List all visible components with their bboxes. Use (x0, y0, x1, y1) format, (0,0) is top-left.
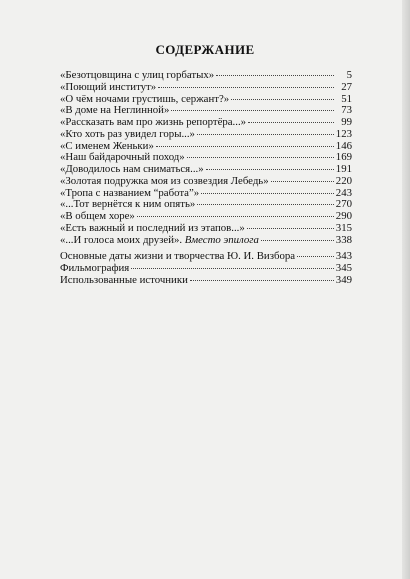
toc-entry-title (60, 235, 259, 247)
toc-entry-page: 243 (335, 186, 352, 199)
toc-entry (60, 211, 352, 223)
toc-entry-page: 146 (335, 139, 352, 152)
toc-entry-page: 220 (335, 174, 352, 187)
toc-entry-page: 73 (341, 104, 352, 117)
toc-entry (60, 70, 352, 82)
toc-entry-page: 290 (335, 210, 352, 222)
toc-entry-title: «О чём ночами грустишь, сержант?» (60, 92, 230, 105)
toc-entry (60, 82, 352, 94)
toc-entry-page: 51 (341, 92, 352, 105)
toc-entry-title: «Золотая подружка моя из созвездия Лебедь» (60, 174, 269, 187)
dot-leader (197, 204, 334, 205)
dot-leader (261, 240, 334, 241)
toc-entry-page: 270 (335, 198, 352, 211)
toc-entry (60, 235, 352, 247)
dot-leader (231, 99, 334, 100)
toc-entry-title: «С именем Женьки» (60, 139, 154, 152)
dot-leader (247, 228, 334, 229)
toc-entry-page: 191 (335, 163, 352, 175)
toc-entry-title: «Рассказать вам про жизнь репортёра...» (60, 116, 247, 128)
toc-entry-page: 338 (335, 233, 352, 246)
dot-leader (271, 181, 334, 182)
toc-entry-title: Фильмография (60, 262, 130, 274)
dot-leader (197, 134, 334, 135)
toc-entry-page: 99 (341, 116, 352, 128)
toc-entry-title: Основные даты жизни и творчества Ю. И. Визбора (60, 250, 296, 263)
dot-leader (206, 169, 334, 170)
toc-entry-title: «В общем хоре» (60, 210, 135, 222)
toc-entry-page: 349 (335, 273, 352, 286)
dot-leader (248, 122, 334, 123)
toc-entry-page: 5 (346, 69, 352, 81)
toc-entry (60, 176, 352, 188)
toc-entry-title: «Кто хоть раз увидел горы...» (60, 127, 195, 140)
dot-leader (158, 87, 334, 88)
dot-leader (201, 193, 334, 194)
toc-entry-subtitle: Вместо эпилога (184, 233, 259, 246)
dot-leader (297, 256, 334, 257)
dot-leader (187, 157, 334, 158)
toc-entry (60, 275, 352, 287)
toc-entry (60, 164, 352, 176)
toc-entry-title: «Наш байдарочный поход» (60, 151, 185, 164)
toc-entry-title: Использованные источники (60, 273, 188, 286)
toc-entry-title: «Тропа с названием “работа”» (60, 186, 200, 199)
dot-leader (137, 216, 334, 217)
toc-entry-page: 123 (335, 127, 352, 140)
dot-leader (216, 75, 334, 76)
toc-entry-title-main: «...И голоса моих друзей». (60, 233, 183, 246)
dot-leader (190, 280, 334, 281)
toc-entry-title: «В доме на Неглинной» (60, 104, 170, 117)
dot-leader (171, 110, 334, 111)
toc-entry (60, 117, 352, 129)
toc-entry-title: «Есть важный и последний из этапов...» (60, 221, 245, 234)
toc-entry-title: «Безотцовщина с улиц горбатых» (60, 69, 215, 81)
page-title: СОДЕРЖАНИЕ (155, 42, 255, 57)
page-edge-shadow (402, 0, 410, 579)
toc-entry-page: 345 (335, 262, 352, 274)
toc-entry-page: 343 (335, 250, 352, 263)
toc-entry-title: «Доводилось нам сниматься...» (60, 163, 204, 175)
toc-entry-page: 169 (335, 151, 352, 164)
toc-entry-title: «Поющий институт» (60, 80, 157, 93)
dot-leader (156, 146, 334, 147)
toc-entry-page: 27 (341, 80, 352, 93)
table-of-contents (60, 70, 352, 287)
toc-entry (60, 129, 352, 141)
toc-entry-page: 315 (335, 221, 352, 234)
toc-entry-title: «...Тот вернётся к ним опять» (60, 198, 196, 211)
dot-leader (131, 268, 334, 269)
toc-entry (60, 263, 352, 275)
